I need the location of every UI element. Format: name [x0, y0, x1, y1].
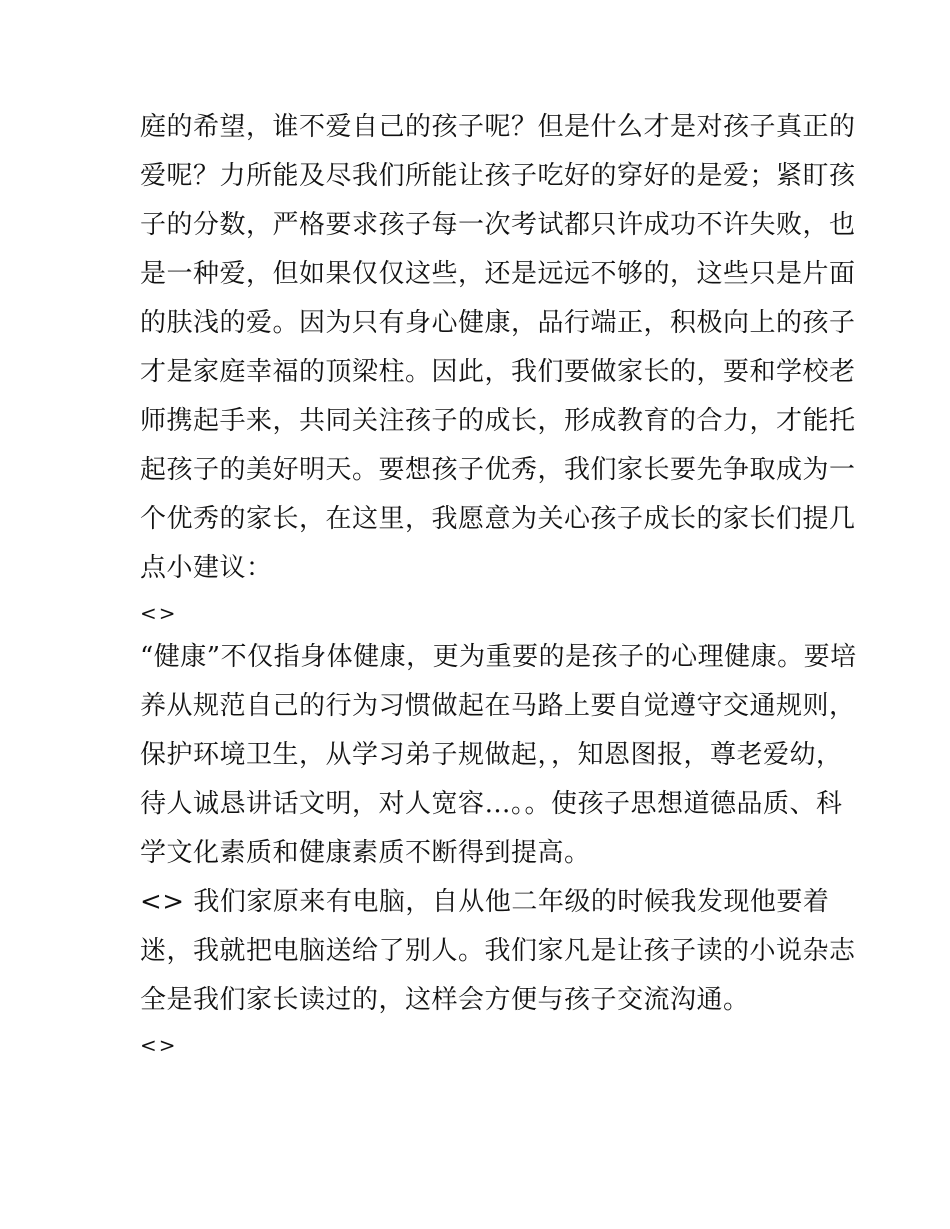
paragraph-3 [140, 878, 856, 1025]
text-line: 师携起手来，共同关注孩子的成长，形成教育的合力，才能托 [140, 406, 856, 436]
paragraph-1 [140, 103, 856, 593]
text-line: 的肤浅的爱。因为只有身心健康，品行端正，积极向上的孩子 [140, 308, 856, 338]
text-line: 养从规范自己的行为习惯做起在马路上要自觉遵守交通规则， [140, 691, 856, 721]
text-line: 全是我们家长读过的，这样会方便与孩子交流沟通。 [140, 985, 750, 1015]
text-line: 子的分数，严格要求孩子每一次考试都只许成功不许失败，也 [140, 210, 856, 240]
text-line: 起孩子的美好明天。要想孩子优秀，我们家长要先争取成为一 [140, 455, 856, 485]
text-line: 庭的希望，谁不爱自己的孩子呢？但是什么才是对孩子真正的 [140, 112, 856, 142]
document-body [140, 103, 857, 1065]
text-line: “健康”不仅指身体健康，更为重要的是孩子的心理健康。要培 [140, 642, 857, 672]
text-line: 爱呢？力所能及尽我们所能让孩子吃好的穿好的是爱；紧盯孩 [140, 161, 856, 191]
text-line: 待人诚恳讲话文明，对人宽容…。。使孩子思想道德品质、科 [140, 789, 843, 819]
text-line: 迷，我就把电脑送给了别人。我们家凡是让孩子读的小说杂志 [140, 936, 856, 966]
text-line: 保护环境卫生，从学习弟子规做起，，知恩图报，尊老爱幼， [140, 740, 843, 770]
text-line: <> 我们家原来有电脑，自从他二年级的时候我发现他要着 [140, 887, 830, 917]
text-line: 学文化素质和健康素质不断得到提高。 [140, 838, 591, 868]
text-line: 点小建议： [140, 553, 273, 583]
section-marker: <> [140, 1033, 178, 1057]
text-line: 是一种爱，但如果仅仅这些，还是远远不够的，这些只是片面 [140, 259, 856, 289]
text-line: 才是家庭幸福的顶梁柱。因此，我们要做家长的，要和学校老 [140, 357, 856, 387]
text-line: 个优秀的家长，在这里，我愿意为关心孩子成长的家长们提几 [140, 504, 856, 534]
paragraph-2 [140, 633, 857, 878]
section-marker: <> [140, 601, 178, 625]
